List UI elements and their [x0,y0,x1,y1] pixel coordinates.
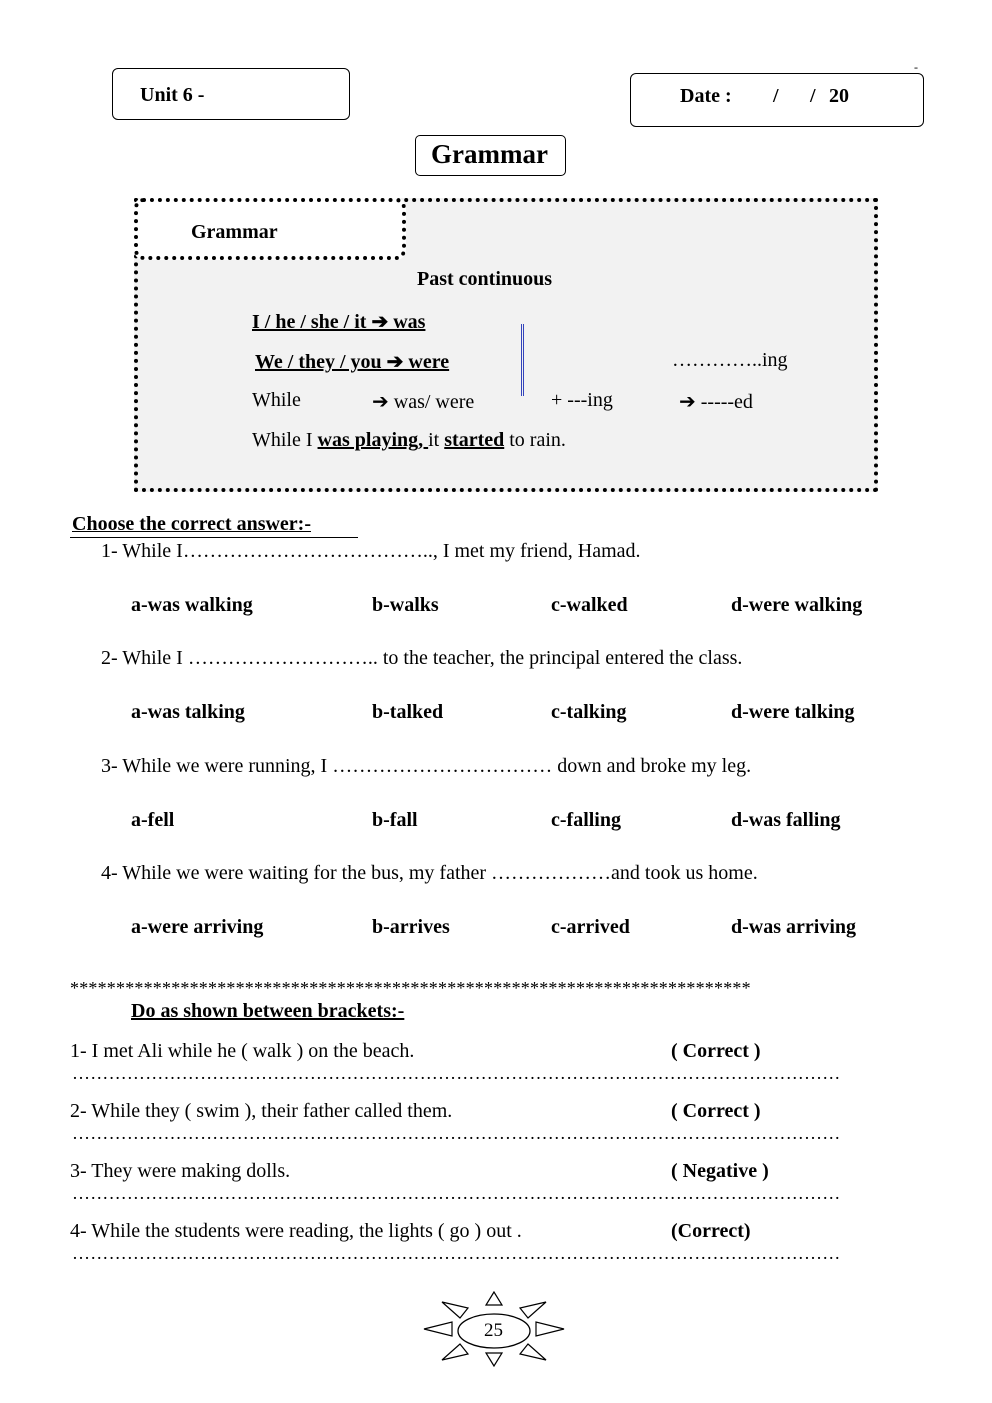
question-2: 2- While I ……………………….. to the teacher, the principal entered the class. [101,647,743,669]
question-3: 3- While we were running, I …………………………… down and broke my leg. [101,755,752,777]
grammar-example [252,429,566,452]
title-underline [70,537,358,538]
example-verb-past-continuous: was playing, [317,429,429,451]
option-a: a-were arriving [131,916,264,938]
date-year: 20 [829,85,849,107]
ed-arrow: ➔ -----ed [679,391,753,413]
corner-mark: - [914,60,918,74]
ing-blank: …………..ing [672,349,788,371]
option-a: a-was talking [131,701,245,723]
option-d: d-were talking [731,701,855,723]
page-number: 25 [484,1320,503,1341]
option-c: c-arrived [551,916,630,938]
bracket-divider [521,324,524,396]
transform-item-4: 4- While the students were reading, the lights ( go ) out . [70,1220,522,1242]
while-arrow: ➔ was/ were [372,391,475,413]
date-separator: / [810,85,816,107]
transform-item-3: 3- They were making dolls. [70,1160,291,1182]
transform-instruction-1: ( Correct ) [671,1040,761,1062]
answer-line[interactable]: ……………………………………………………………………………………………………………… [72,1063,841,1083]
unit-label: Unit 6 - [140,84,205,106]
answer-line[interactable]: ……………………………………………………………………………………………………………… [72,1183,841,1203]
option-d: d-were walking [731,594,863,616]
option-a: a-fell [131,809,175,831]
transform-instruction-2: ( Correct ) [671,1100,761,1122]
question-1: 1- While I……………………………….., I met my friend, Hamad. [101,540,641,562]
option-c: c-walked [551,594,628,616]
option-c: c-falling [551,809,621,831]
example-part: to rain. [504,429,566,451]
rule-singular: I / he / she / it ➔ was [252,311,426,333]
example-part: While I [252,429,318,451]
option-d: d-was arriving [731,916,856,938]
answer-line[interactable]: ……………………………………………………………………………………………………………… [72,1123,841,1143]
grammar-tab-title: Grammar [191,221,278,243]
option-b: b-talked [372,701,444,723]
star-separator: ************************************************************************** [70,978,751,998]
answer-line[interactable]: ……………………………………………………………………………………………………………… [72,1243,841,1263]
transform-item-1: 1- I met Ali while he ( walk ) on the beach. [70,1040,415,1062]
question-4: 4- While we were waiting for the bus, my father ………………and took us home. [101,862,758,884]
date-separator: / [773,85,779,107]
option-d: d-was falling [731,809,841,831]
example-part: it [428,429,445,451]
option-c: c-talking [551,701,627,723]
section-title-brackets: Do as shown between brackets:- [131,1000,405,1022]
transform-instruction-3: ( Negative ) [671,1160,769,1182]
section-title-choose: Choose the correct answer:- [72,513,311,535]
option-b: b-fall [372,809,418,831]
transform-item-2: 2- While they ( swim ), their father called them. [70,1100,453,1122]
option-b: b-arrives [372,916,450,938]
rule-plural: We / they / you ➔ were [255,351,450,373]
option-b: b-walks [372,594,439,616]
plus-ing: + ---ing [551,389,613,411]
date-label: Date : [680,85,732,107]
option-a: a-was walking [131,594,253,616]
grammar-heading: Past continuous [417,268,553,290]
page-title: Grammar [431,139,548,169]
example-verb-past-simple: started [444,429,505,451]
transform-instruction-4: (Correct) [671,1220,751,1242]
while-word: While [252,389,301,411]
